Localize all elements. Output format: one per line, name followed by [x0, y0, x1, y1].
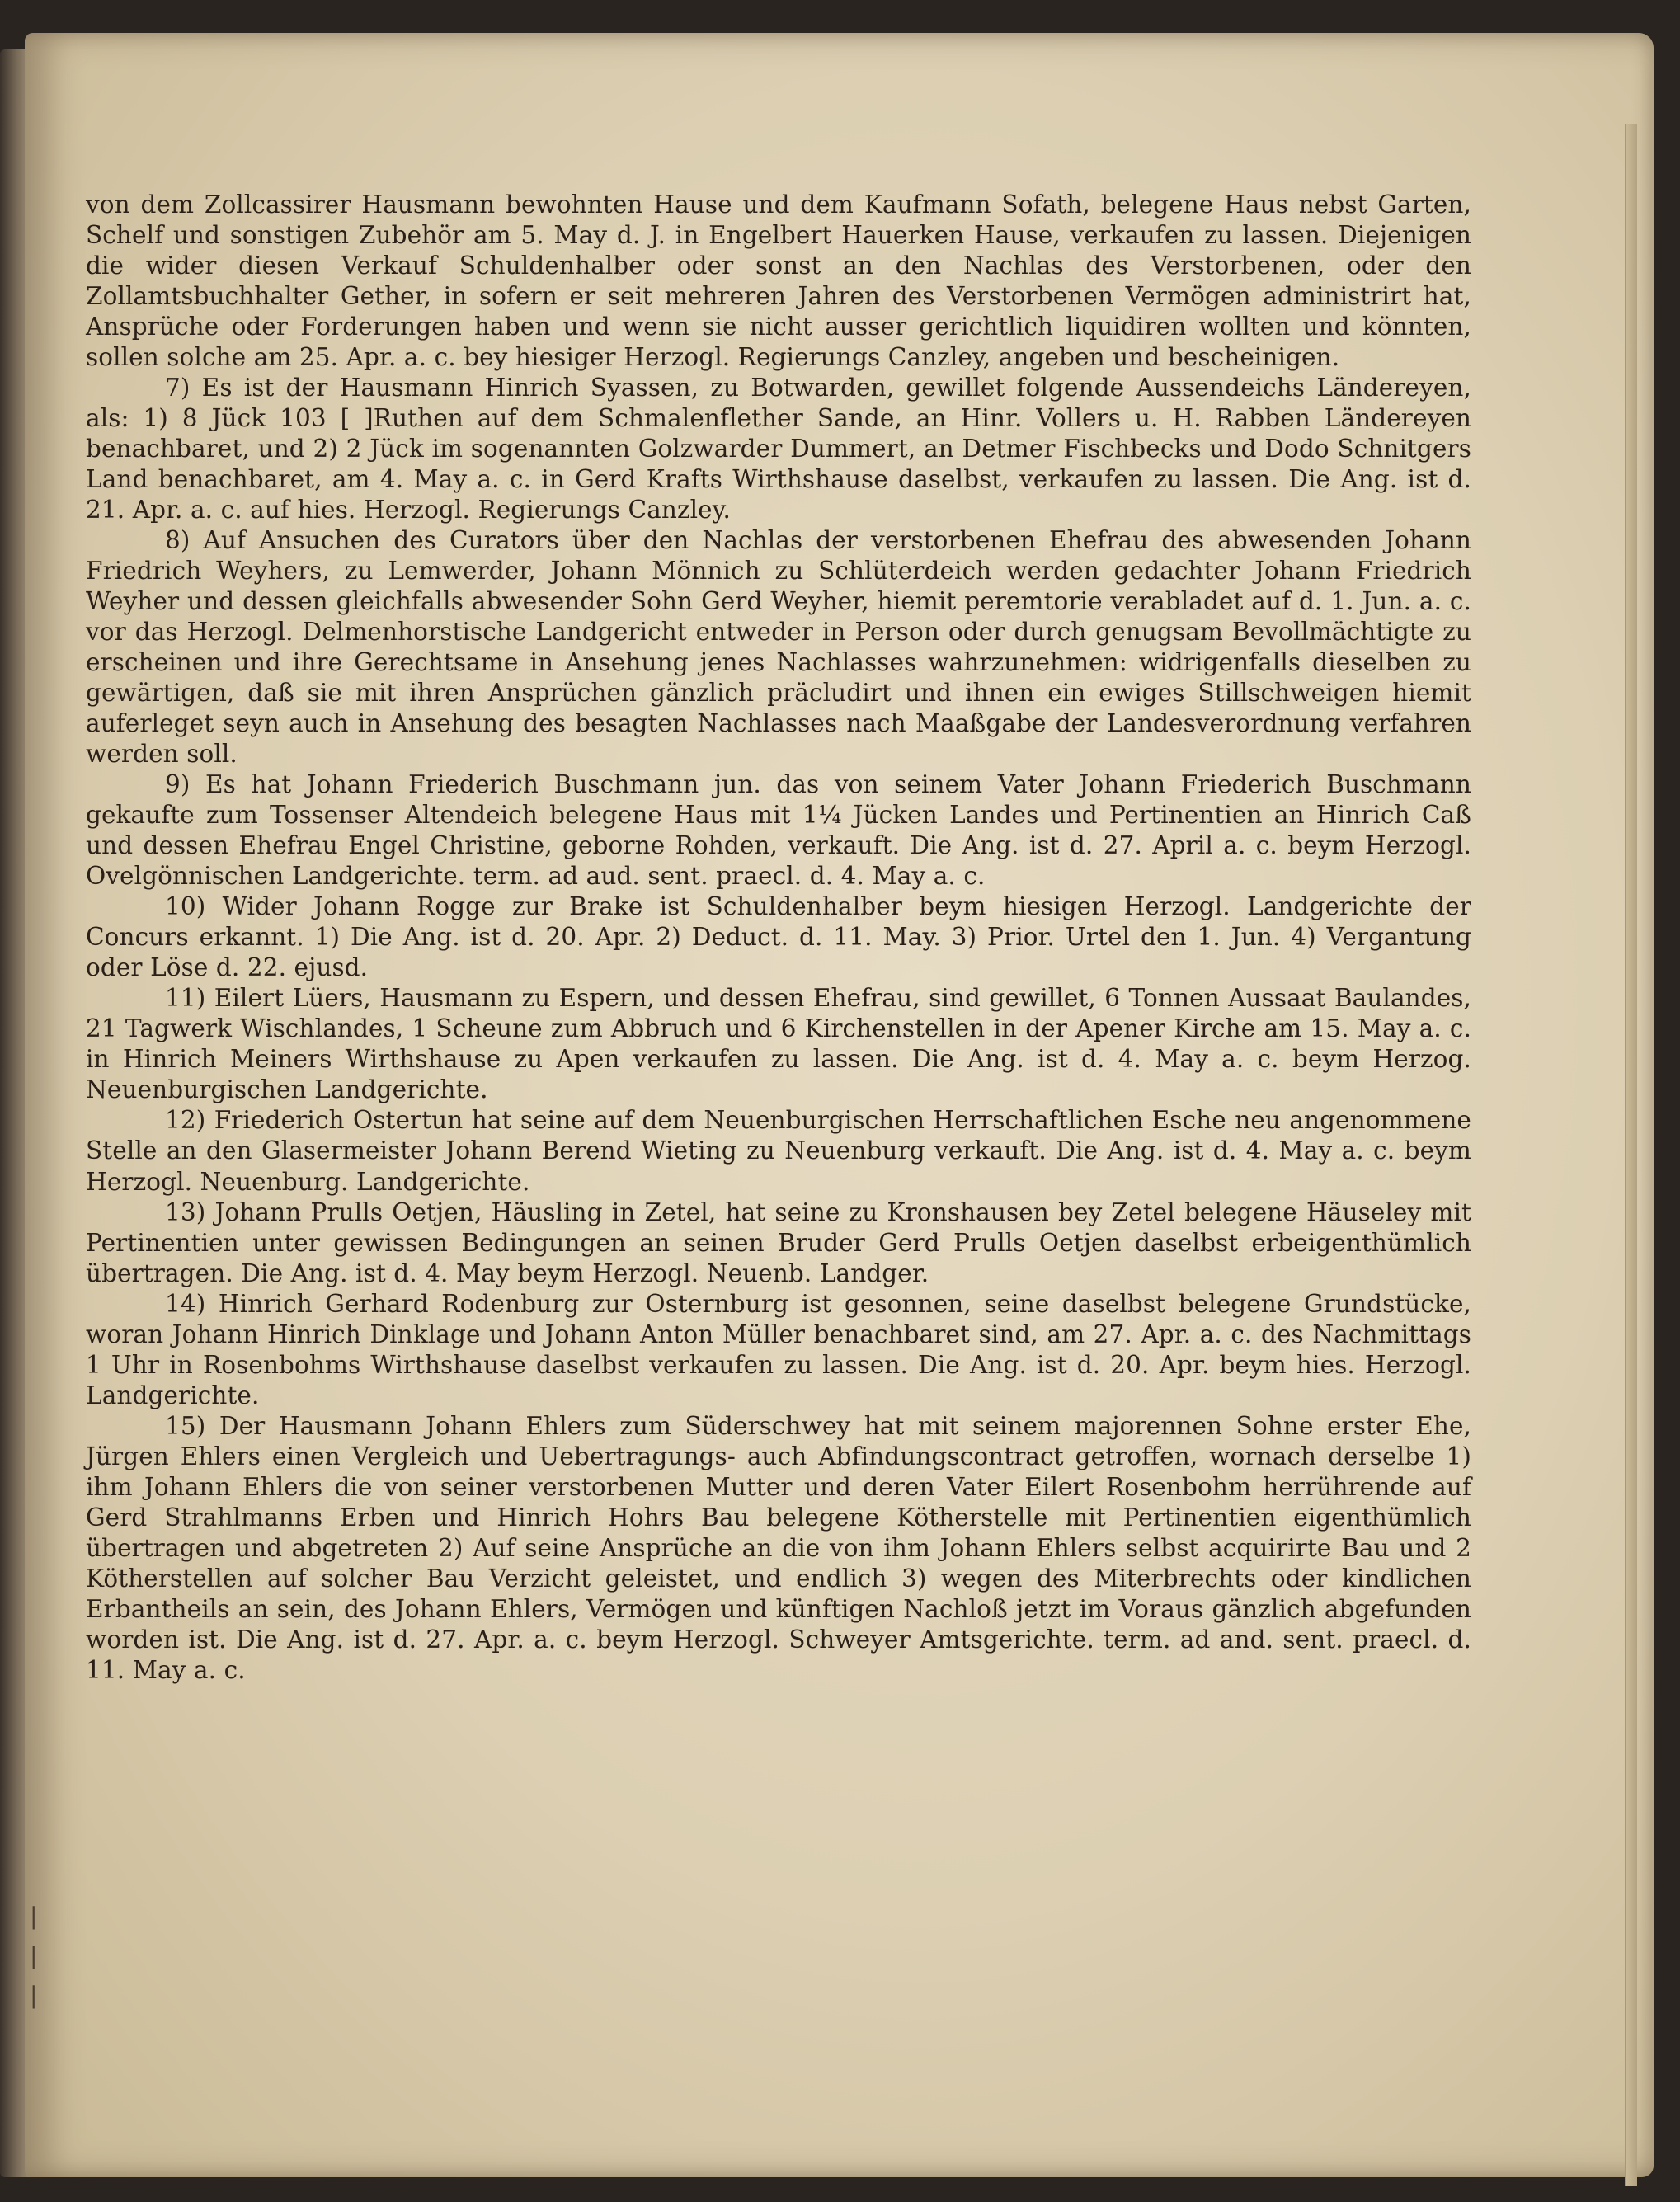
entry-13: 13) Johann Prulls Oetjen, Häusling in Zetel, hat seine zu Kronshausen bey Zetel belegene Häuseley mit Pertinentien unter gewissen Bedingungen an seinen Bruder Gerd Prulls Oetjen daselbst erbeigenthümlich übertragen. Die Ang. ist d. 4. May beym Herzogl. Neuenb. Landger.: [86, 1197, 1471, 1287]
page-text: [86, 190, 1471, 1686]
entry-11: 11) Eilert Lüers, Hausmann zu Espern, und dessen Ehefrau, sind gewillet, 6 Tonnen Aussaat Baulandes, 21 Tagwerk Wischlandes, 1 Scheune zum Abbruch und 6 Kirchenstellen in der Apener Kirche am 15. May a. c. in Hinrich Meiners Wirthshause zu Apen verkaufen zu lassen. Die Ang. ist d. 4. May a. c. beym Herzog. Neuenburgischen Landgerichte.: [86, 984, 1471, 1104]
page-edge-stack: [1625, 124, 1637, 2186]
paragraph-continuation: von dem Zollcassirer Hausmann bewohnten Hause und dem Kaufmann Sofath, belegene Haus nebst Garten, Schelf und sonstigen Zubehör am 5. May d. J. in Engelbert Hauerken Hause, verkaufen zu lassen. Diejenigen die wider diesen Verkauf Schuldenhalber oder sonst an den Nachlas des Verstorbenen, oder den Zollamtsbuchhalter Gether, in sofern er seit mehreren Jahren des Verstorbenen Vermögen administrirt hat, Ansprüche oder Forderungen haben und wenn sie nicht ausser gerichtlich liquidiren wollten und könnten, sollen solche am 25. Apr. a. c. bey hiesiger Herzogl. Regierungs Canzley, angeben und bescheinigen.: [86, 191, 1471, 372]
entry-8: 8) Auf Ansuchen des Curators über den Nachlas der verstorbenen Ehefrau des abwesenden Johann Friedrich Weyhers, zu Lemwerder, Johann Mönnich zu Schlüterdeich werden gedachter Johann Friedrich Weyher und dessen gleichfalls abwesender Sohn Gerd Weyher, hiemit peremtorie verabladet auf d. 1. Jun. a. c. vor das Herzogl. Delmenhorstische Landgericht entweder in Person oder durch genugsam Bevollmächtigte zu erscheinen und ihre Gerechtsame in Ansehung jenes Nachlasses wahrzunehmen: widrigenfalls dieselben zu gewärtigen, daß sie mit ihren Ansprüchen gänzlich präcludirt und ihnen ein ewiges Stillschweigen hiemit auferleget seyn auch in Ansehung des besagten Nachlasses nach Maaßgabe der Landesverordnung verfahren werden soll.: [86, 526, 1471, 769]
margin-marks: | | |: [30, 1903, 38, 2009]
entry-10: 10) Wider Johann Rogge zur Brake ist Schuldenhalber beym hiesigen Herzogl. Landgerichte der Concurs erkannt. 1) Die Ang. ist d. 20. Apr. 2) Deduct. d. 11. May. 3) Prior. Urtel den 1. Jun. 4) Vergantung oder Löse d. 22. ejusd.: [86, 892, 1471, 982]
entry-14: 14) Hinrich Gerhard Rodenburg zur Osternburg ist gesonnen, seine daselbst belegene Grundstücke, woran Johann Hinrich Dinklage und Johann Anton Müller benachbaret sind, am 27. Apr. a. c. des Nachmittags 1 Uhr in Rosenbohms Wirthshause daselbst verkaufen zu lassen. Die Ang. ist d. 20. Apr. beym hies. Herzogl. Landgerichte.: [86, 1289, 1471, 1409]
entry-7: 7) Es ist der Hausmann Hinrich Syassen, zu Botwarden, gewillet folgende Aussendeichs Ländereyen, als: 1) 8 Jück 103 [ ]Ruthen auf dem Schmalenflether Sande, an Hinr. Vollers u. H. Rabben Ländereyen benachbaret, und 2) 2 Jück im sogenannten Golzwarder Dummert, an Detmer Fischbecks und Dodo Schnitgers Land benachbaret, am 4. May a. c. in Gerd Krafts Wirthshause daselbst, verkaufen zu lassen. Die Ang. ist d. 21. Apr. a. c. auf hies. Herzogl. Regierungs Canzley.: [86, 374, 1471, 525]
entry-9: 9) Es hat Johann Friederich Buschmann jun. das von seinem Vater Johann Friederich Buschmann gekaufte zum Tossenser Altendeich belegene Haus mit 1¼ Jücken Landes und Pertinentien an Hinrich Caß und dessen Ehefrau Engel Christine, geborne Rohden, verkauft. Die Ang. ist d. 27. April a. c. beym Herzogl. Ovelgönnischen Landgerichte. term. ad aud. sent. praecl. d. 4. May a. c.: [86, 770, 1471, 891]
entry-12: 12) Friederich Ostertun hat seine auf dem Neuenburgischen Herrschaftlichen Esche neu angenommene Stelle an den Glasermeister Johann Berend Wieting zu Neuenburg verkauft. Die Ang. ist d. 4. May a. c. beym Herzogl. Neuenburg. Landgerichte.: [86, 1106, 1471, 1196]
entry-15: 15) Der Hausmann Johann Ehlers zum Süderschwey hat mit seinem majorennen Sohne erster Ehe, Jürgen Ehlers einen Vergleich und Uebertragungs- auch Abfindungscontract getroffen, wornach derselbe 1) ihm Johann Ehlers die von seiner verstorbenen Mutter und deren Vater Eilert Rosenbohm herrührende auf Gerd Strahlmanns Erben und Hinrich Hohrs Bau belegene Kötherstelle mit Pertinentien eigenthümlich übertragen und abgetreten 2) Auf seine Ansprüche an die von ihm Johann Ehlers selbst acquirirte Bau und 2 Kötherstellen auf solcher Bau Verzicht geleistet, und endlich 3) wegen des Miterbrechts oder kindlichen Erbantheils an sein, des Johann Ehlers, Vermögen und künftigen Nachloß jetzt im Voraus gänzlich abgefunden worden ist. Die Ang. ist d. 27. Apr. a. c. beym Herzogl. Schweyer Amtsgerichte. term. ad and. sent. praecl. d. 11. May a. c.: [86, 1411, 1471, 1684]
